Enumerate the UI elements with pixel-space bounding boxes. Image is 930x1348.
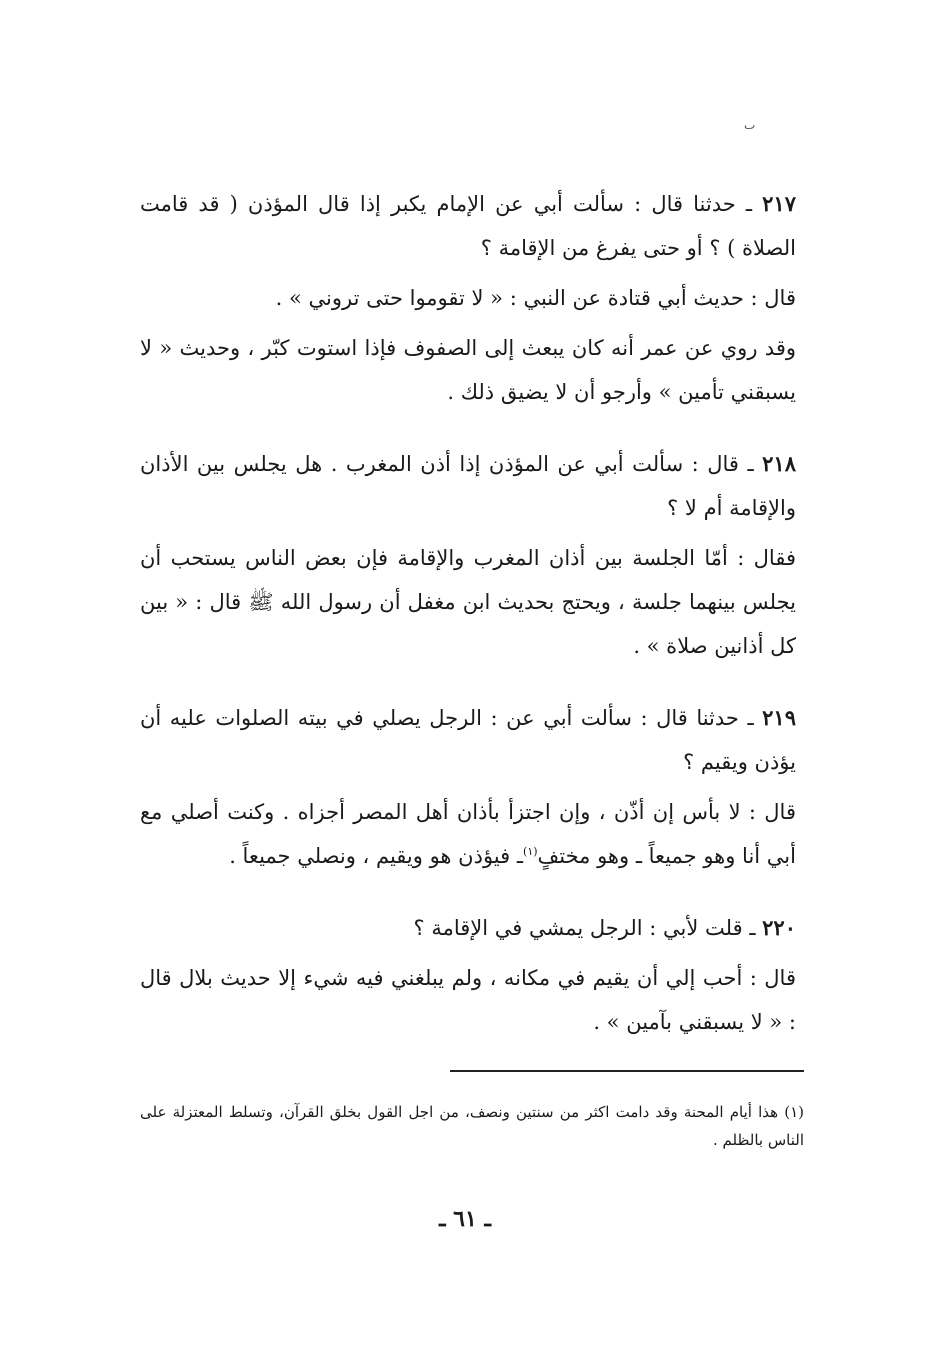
entry-218-question — [140, 442, 796, 530]
entry-220 — [140, 906, 796, 1044]
stray-mark: ٮ — [744, 118, 756, 132]
entry-219-question — [140, 696, 796, 784]
paragraph-text: حدثنا قال : سألت أبي عن الإمام يكبر إذا قال المؤذن ( قد قامت الصلاة ) ؟ أو حتى يفرغ من الإقامة ؟ — [140, 192, 796, 260]
page-number: ـ ٦١ ـ — [439, 1206, 491, 1232]
paragraph-text: ـ فيؤذن هو ويقيم ، ونصلي جميعاً . — [229, 844, 524, 868]
entry-218 — [140, 442, 796, 668]
paragraph-text: حدثنا قال : سألت أبي عن : الرجل يصلي في بيته الصلوات عليه أن يؤذن ويقيم ؟ — [140, 706, 796, 774]
entry-217-question — [140, 182, 796, 270]
footnote — [140, 1098, 804, 1154]
paragraph-text: قال : لا بأس إن أذّن ، وإن اجتزأ بأذان أهل المصر أجزاه . وكنت أصلي مع أبي أنا وهو جميعاً ـ وهو مختفٍ — [140, 800, 796, 868]
number-separator: ـ — [742, 916, 763, 940]
entry-217-answer: قال : حديث أبي قتادة عن النبي : « لا تقوموا حتى تروني » . — [275, 286, 796, 310]
entry-217-note: وقد روي عن عمر أنه كان يبعث إلى الصفوف فإذا استوت كبّر ، وحديث « لا يسبقني تأمين » وأرجو أن لا يضيق ذلك . — [140, 336, 796, 404]
footnote-reference: (١) — [523, 845, 538, 858]
entry-220-question — [140, 906, 796, 950]
number-separator: ـ — [738, 706, 763, 730]
paragraph-text: قال : سألت أبي عن المؤذن إذا أذن المغرب . هل يجلس بين الأذان والإقامة أم لا ؟ — [140, 452, 796, 520]
footnote-marker: (١) — [784, 1103, 804, 1121]
entry-220-answer: قال : أحب إلي أن يقيم في مكانه ، ولم يبلغني فيه شيء إلا حديث بلال قال : « لا يسبقني بآمين » . — [140, 966, 796, 1034]
footnote-text: هذا أيام المحنة وقد دامت اكثر من سنتين ونصف، من اجل القول بخلق القرآن، وتسلط المعتزلة على الناس بالظلم . — [140, 1103, 804, 1149]
number-separator: ـ — [735, 192, 763, 216]
entry-number: ٢١٩ — [762, 705, 796, 730]
entry-number: ٢١٧ — [762, 191, 796, 216]
entry-219 — [140, 696, 796, 878]
entry-number: ٢١٨ — [762, 451, 796, 476]
entry-219-answer — [140, 790, 796, 878]
entry-217 — [140, 182, 796, 414]
number-separator: ـ — [738, 452, 763, 476]
entry-number: ٢٢٠ — [762, 915, 796, 940]
entry-218-answer: فقال : أمّا الجلسة بين أذان المغرب والإقامة فإن بعض الناس يستحب أن يجلس بينهما جلسة ، ويحتج بحديث ابن مغفل أن رسول الله ﷺ قال : « بين كل أذانين صلاة » . — [140, 546, 796, 658]
footnote-divider — [450, 1070, 804, 1072]
paragraph-text: قلت لأبي : الرجل يمشي في الإقامة ؟ — [413, 916, 743, 940]
main-text — [140, 182, 796, 1044]
